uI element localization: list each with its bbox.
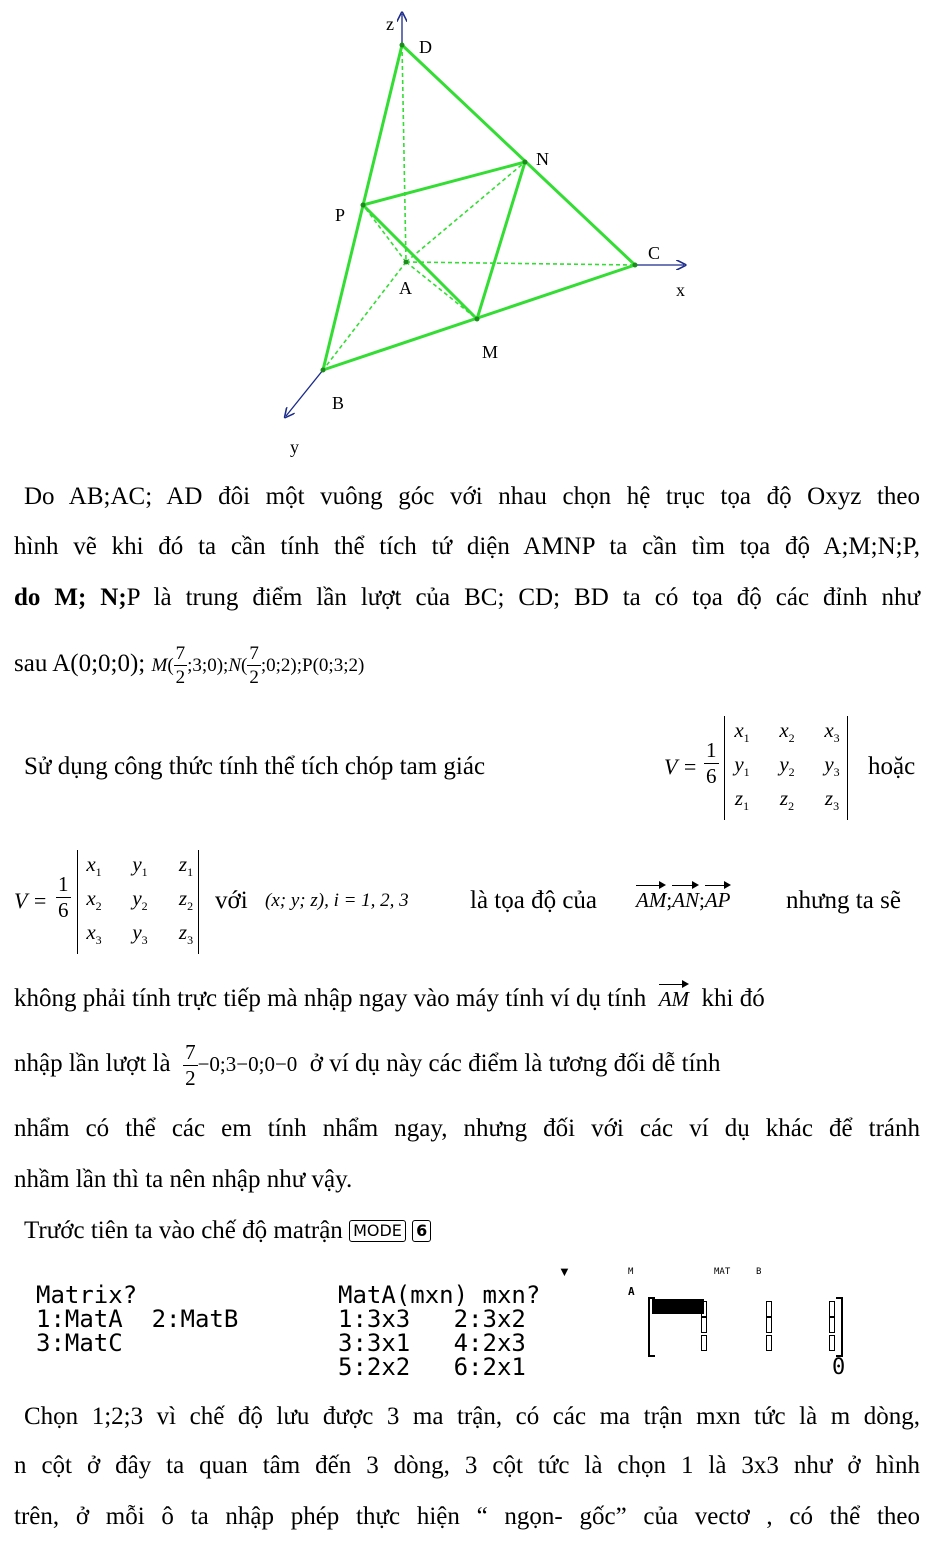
but-text: nhưng ta sẽ [786,887,901,914]
det2-cell-r1-c1: $x_1$ [86,852,102,880]
para3-line3: nhẩm có thể các em tính nhẩm ngay, nhưng đối với các ví dụ khác để tránh [14,1115,920,1142]
para3-line4: nhầm lần thì ta nên nhập như vậy. [14,1166,353,1193]
vector-am-inline: AM [658,987,690,1011]
mode-line: Trước tiên ta vào chế độ matrận MODE 6 [24,1218,934,1243]
coord-n-tail: ;0;2); [260,655,303,676]
fraction-7-2-b: $\frac{7}{2}$ [249,642,259,688]
axis-label-z: z [386,14,394,34]
vertex-label-p: P [335,205,346,225]
edge-PM [363,205,477,319]
det2-cell-r1-c3: $z_1$ [178,852,194,880]
six-key[interactable]: 6 [412,1220,431,1242]
det1-cell-r2-c1: $y_1$ [734,752,750,780]
edge-PN [363,162,525,205]
with-text: với [215,887,248,914]
solid-edges [323,45,635,370]
para3-line1: không phải tính trực tiếp mà nhập ngay vào máy tính ví dụ tính AM khi đó [14,985,765,1012]
det2-cell-r2-c1: $x_2$ [86,886,102,914]
vertex-label-m: M [482,342,499,362]
edge-AM [406,262,477,319]
calc-screen-matrix-editor: M A MAT B 0 [628,1267,846,1380]
vector-list: AM;AN;AP [636,888,731,912]
det2-cell-r2-c2: $y_2$ [132,886,148,914]
det1-cell-r1-c1: $x_1$ [734,718,750,746]
formula2-v: V = [14,888,48,913]
mode-key[interactable]: MODE [349,1220,406,1242]
para3-line2: nhập lần lượt là $\frac{7}{2}$ −0;3−0;0−0 ở ví dụ này các điểm là tương đối dễ tính [14,1039,721,1090]
vertex-label-a: A [399,278,412,298]
vector-ap: AP [704,888,731,912]
calc-screen-dimension-select: MatA(mxn) mxn? 1:3x3 2:3x2 3:3x1 4:2x3 5:2x2 6:2x1 [338,1281,541,1381]
cell-value-readout: 0 [832,1355,846,1380]
para1-line3 [14,585,920,610]
fraction-7-2: $\frac{7}{2}$ [175,642,186,688]
vertex-label-b: B [332,393,345,413]
det2-cell-r3-c1: $x_3$ [86,920,102,948]
para1-line3-rest: P là trung điểm lần lượt của BC; CD; BD ta có tọa độ các đỉnh như [126,584,920,611]
scroll-down-icon: ▼ [558,1264,571,1279]
para4-line1: Chọn 1;2;3 vì chế độ lưu được 3 ma trận, có các ma trận mxn tức là m dòng, [24,1403,920,1430]
coord-a: sau A(0;0;0); [14,650,146,677]
calc-screen-matrix-select: Matrix? 1:MatA 2:MatB 3:MatC [36,1281,239,1357]
det2-cell-r1-c2: $y_1$ [132,852,148,880]
or-text: hoặc [868,753,916,780]
para1-line2: hình vẽ khi đó ta cần tính thể tích tứ diện AMNP ta cần tìm tọa độ A;M;N;P, [14,533,920,560]
edge-AC [406,262,635,265]
det2-cell-r3-c3: $z_3$ [178,920,194,948]
edge-DC [402,45,635,265]
det1-cell-r3-c1: $z_1$ [734,786,750,814]
edge-AD [402,45,406,262]
edge-NM [477,162,525,319]
formula2-fraction: $\frac{1}{6}$ [58,872,69,922]
vector-am: AM [636,888,667,912]
det2-cell-r2-c3: $z_2$ [178,886,194,914]
axis-label-y: y [290,437,299,457]
coord-of-text: là tọa độ của [470,887,598,914]
det1-cell-r3-c2: $z_2$ [779,786,795,814]
vertex-label-d: D [419,37,432,57]
index-expression: (x; y; z), i = 1, 2, 3 [265,890,409,911]
para4-line2: n cột ở đây ta quan tâm đến 3 dòng, 3 cột tức là chọn 1 là 3x3 như ở hình [14,1452,920,1479]
para4-line3: trên, ở mỗi ô ta nhập phép thực hiện “ ngọn- gốc” của vectơ , có thể theo [14,1503,920,1530]
coord-n-letter: N [228,655,242,676]
vertex-label-n: N [536,149,549,169]
det1-cell-r1-c3: $x_3$ [824,718,840,746]
vertex-label-c: C [648,243,661,263]
coord-m-letter: M [151,655,168,676]
tetrahedron-figure [0,0,945,470]
formula1-fraction: $\frac{1}{6}$ [706,738,717,788]
det2-cell-r3-c2: $y_3$ [132,920,148,948]
coord-m-tail: ;3;0); [187,655,229,676]
coord-p: P(0;3;2) [302,655,365,676]
det1-cell-r1-c2: $x_2$ [779,718,795,746]
det1-cell-r2-c2: $y_2$ [779,752,795,780]
det1-cell-r2-c3: $y_3$ [824,752,840,780]
vector-an: AN [672,888,700,912]
fraction-7-2-c: $\frac{7}{2}$ [185,1039,196,1090]
para2-lead: Sử dụng công thức tính thể tích chóp tam giác [24,753,486,780]
para1-line3-bold: do M; N; [14,584,127,611]
dashed-edges [323,45,635,370]
para1-line4: sau A(0;0;0); M( $\frac{7}{2}$ ;3;0);N( $\frac{7}{2}$ ;0;2);P(0;3;2) [14,642,365,688]
selected-cell-cursor[interactable] [652,1299,704,1314]
det1-cell-r3-c3: $z_3$ [824,786,840,814]
formula1-v: V = [664,754,698,779]
axis-label-x: x [676,280,685,300]
vertex-dots [321,43,638,373]
y-axis [286,370,323,416]
para1-line1: Do AB;AC; AD đôi một vuông góc với nhau chọn hệ trục tọa độ Oxyz theo [24,483,920,510]
